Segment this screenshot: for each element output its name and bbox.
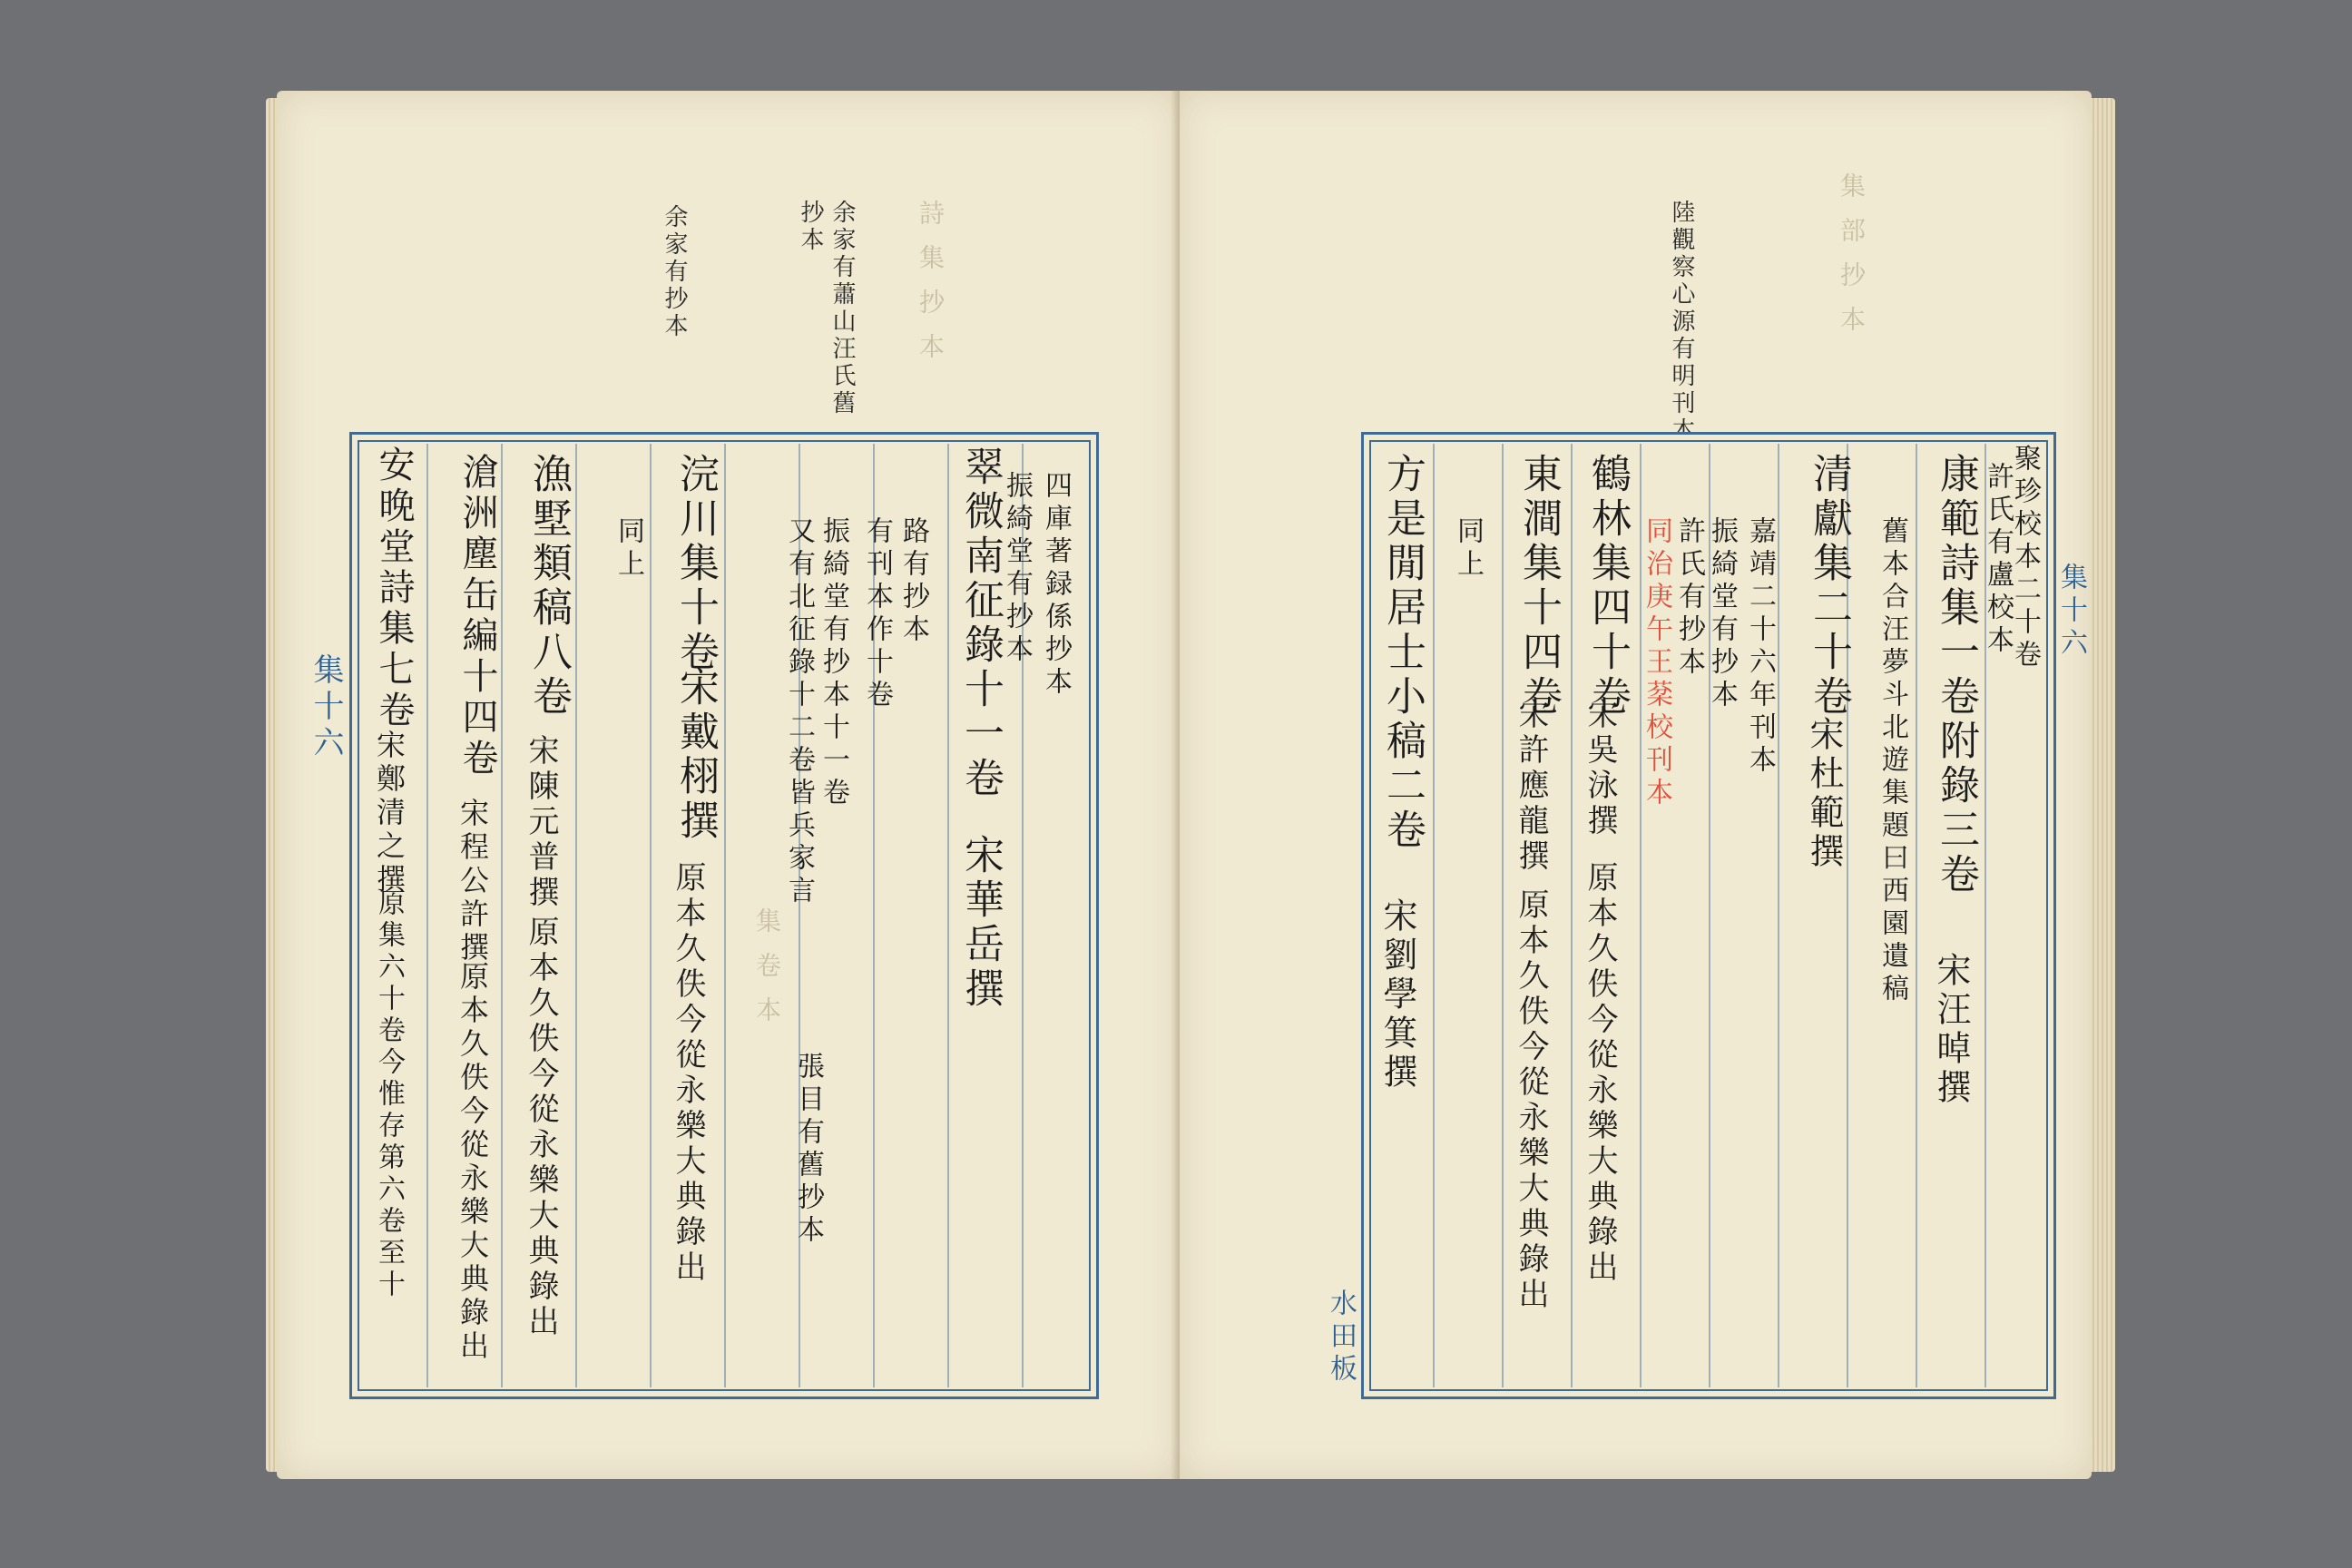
entry-title: 安晚堂詩集七卷	[373, 446, 415, 731]
entry-author: 宋杜範撰	[1804, 716, 1844, 872]
entry-title: 翠微南征錄十一卷	[957, 446, 1004, 801]
entry-author: 宋華岳撰	[957, 834, 1004, 1012]
entry-note: 嘉靖二十六年刊本	[1744, 516, 1776, 778]
entry-author: 宋吳泳撰	[1582, 698, 1618, 839]
entry-author: 宋汪晫撰	[1931, 952, 1971, 1108]
show-through-text: 集 部 抄 本	[1837, 172, 1867, 337]
entry-note: 路有抄本	[897, 516, 929, 647]
entry-text: 原本久佚今從永樂大典錄出	[523, 916, 559, 1340]
entry-title: 方是閒居士小稿二卷	[1379, 453, 1426, 853]
entry-note: 舊本合汪夢斗北遊集題曰西園遺稿	[1877, 516, 1908, 1006]
entry-title: 康範詩集一卷附錄三卷	[1933, 453, 1979, 897]
entry-note: 張目有舊抄本	[792, 1052, 824, 1248]
entry-author: 宋戴栩撰	[672, 666, 719, 844]
entry-note: 振綺堂有抄本十一卷	[818, 516, 849, 810]
entry-note: 許氏有盧校本	[1982, 462, 2014, 658]
entry-text: 原集六十卷今惟存第六卷至十	[373, 888, 405, 1301]
entry-author: 宋許應龍撰	[1513, 698, 1549, 875]
entry-author: 宋鄭清之撰	[372, 730, 407, 897]
margin-label: 集十六	[308, 653, 344, 762]
entry-note: 同上	[612, 516, 644, 582]
entry-text: 原本久佚今從永樂大典錄出	[456, 961, 490, 1364]
left-page	[277, 91, 1180, 1479]
entry-author: 宋陳元普撰	[523, 734, 559, 911]
entry-author: 宋程公許撰	[456, 798, 490, 965]
entry-note: 振綺堂有抄本	[1001, 471, 1033, 667]
entry-text: 原本久佚今從永樂大典錄出	[670, 861, 706, 1286]
top-note-3: 余家有抄本	[661, 204, 688, 340]
show-through-text: 詩 集 抄 本	[916, 200, 946, 364]
entry-note: 振綺堂有抄本	[1706, 516, 1738, 712]
entry-note: 有刊本作十卷	[861, 516, 893, 712]
entry-note: 許氏有抄本	[1673, 516, 1705, 680]
text-frame-left	[349, 432, 1099, 1399]
right-page	[1180, 91, 2092, 1479]
entry-note: 聚珍校本二十卷	[2009, 444, 2041, 672]
red-annotation: 同治庚午王棻校刊本	[1641, 516, 1672, 810]
printer-stamp: 水田板	[1325, 1289, 1357, 1387]
entry-title: 東澗集十四卷	[1515, 453, 1562, 720]
top-note-1: 余家有蕭山汪氏舊	[828, 200, 856, 417]
entry-note: 又有北征錄十二卷皆兵家言	[783, 516, 815, 908]
entry-title: 清獻集二十卷	[1806, 453, 1852, 720]
entry-title: 漁墅類稿八卷	[525, 453, 572, 720]
entry-text: 原本久佚今從永樂大典錄出	[1513, 888, 1549, 1313]
page-edge-right	[2090, 98, 2115, 1472]
margin-label: 集十六	[2055, 563, 2087, 661]
entry-note: 同上	[1452, 516, 1484, 582]
top-note-2: 抄本	[797, 200, 824, 254]
text-frame-right	[1361, 432, 2056, 1399]
show-through-text: 集 卷 本	[752, 907, 782, 1027]
top-note: 陸觀察心源有明刊本	[1668, 200, 1695, 445]
entry-text: 原本久佚今從永樂大典錄出	[1582, 861, 1618, 1286]
open-book	[277, 91, 2092, 1479]
entry-title: 鶴林集四十卷	[1584, 453, 1631, 720]
entry-title: 滄洲塵缶編十四卷	[456, 453, 498, 779]
entry-author: 宋劉學箕撰	[1377, 897, 1417, 1093]
entry-title: 浣川集十卷	[672, 453, 719, 675]
entry-note: 四庫著録係抄本	[1040, 471, 1072, 700]
